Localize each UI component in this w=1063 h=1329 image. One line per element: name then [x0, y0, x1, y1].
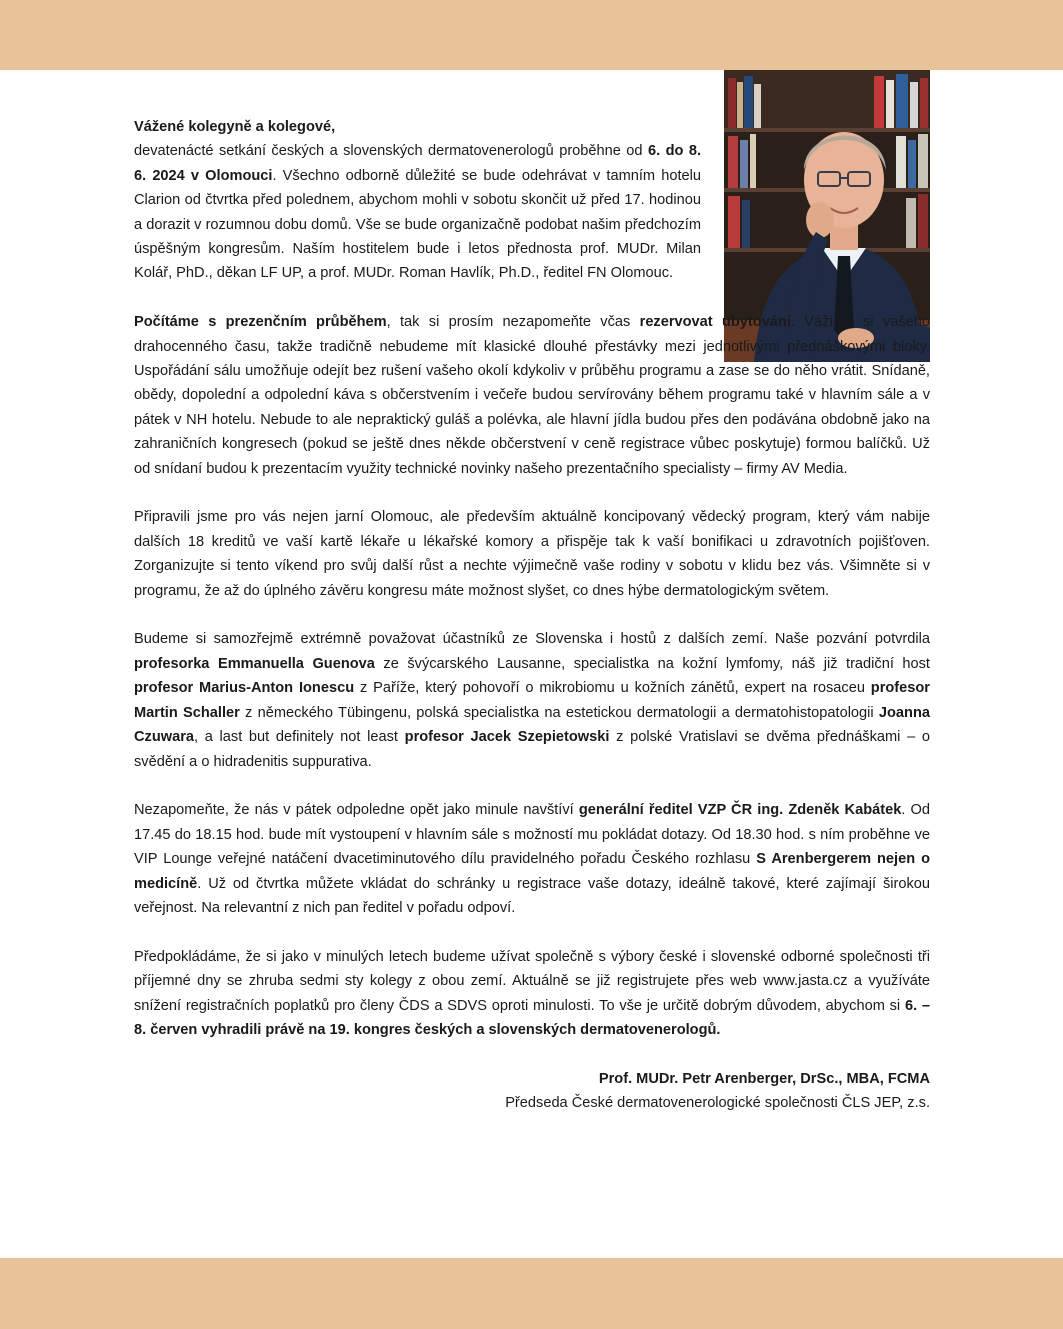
intro-text-1: devatenácté setkání českých a slovenských dermatovenerologů proběhne od [134, 143, 648, 160]
vzp-director: generální ředitel VZP ČR ing. Zdeněk Kabátek [578, 802, 902, 819]
paragraph-closing: Předpokládáme, že si jako v minulých letech budeme užívat společně s výbory české i slovenské odborné společnosti tři příjemné dny se zhruba sedmi sty kolegy z obou zemí. Aktuálně se již registrujete přes web www.jasta.cz a využíváte snížení registračních poplatků pro členy ČDS a SDVS oproti minulosti. To vše je určitě dobrým důvodem, abychom si 6. – 8. červen vyhradili právě na 19. kongres českých a slovenských dermatovenerologů. [134, 948, 931, 1038]
paragraph-guests: Budeme si samozřejmě extrémně považovat účastníků ze Slovenska i hostů z dalších zemí. Naše pozvání potvrdila profesorka Emmanuella Guenova ze švýcarského Lausanne, specialistka na kožní lymfomy, náš již tradiční host profesor Marius-Anton Ionescu z Paříže, který pohovoří o mikrobiomu u kožních zánětů, expert na rosaceu profesor Martin Schaller z německého Tübingenu, polská specialistka na estetickou dermatologii a dermatohistopatologii Joanna Czuwara, a last but definitely not least profesor Jacek Szepietowski z polské Vratislavi se dvěma přednáškami – o svědění a o hidradenitis suppurativa. [134, 631, 931, 770]
top-band [0, 0, 1063, 70]
paragraph-accommodation: Počítáme s prezenčním průběhem, tak si prosím nezapomeňte včas rezervovat ubytování. Vážíme si vašeho drahocenného času, takže tradičně nebudeme mít klasické dlouhé přestávky mezi jednotlivými přednáškovými bloky. Uspořádání sálu umožňuje odejít bez rušení vašeho okolí kdykoliv v průběhu programu a zase se do něho vrátit. Snídaně, obědy, dopolední a odpolední káva s občerstvením i večeře budou servírovány během programu také v hlavním sále a v pátek v NH hotelu. Nebude to ale nepraktický guláš a polévka, ale hlavní jídla budou přes den podávána obdobně jako na zahraničních kongresech (pokud se ještě dnes někde občerstvení v ceně registrace vůbec poskytuje) formou balíčků. Už od snídaní budou k prezentacím využity technické novinky našeho prezentačního specialisty – firmy AV Media. [134, 314, 930, 477]
greeting: Vážené kolegyně a kolegové, [134, 119, 336, 135]
paragraph-vzp: Nezapomeňte, že nás v pátek odpoledne opět jako minule navštíví generální ředitel VZP ČR ing. Zdeněk Kabátek. Od 17.45 do 18.15 hod. bude mít vystoupení v hlavním sále s možností mu pokládat dotazy. Od 18.30 hod. s ním proběhne ve VIP Lounge veřejné natáčení dvacetiminutového dílu pravidelného pořadu Českého rozhlasu S Arenbergerem nejen o medicíně. Už od čtvrtka můžete vkládat do schránky u registrace vaše dotazy, ideálně takové, které zajímají širokou veřejnost. Na relevantní z nich pan ředitel v pořadu odpoví. [134, 802, 931, 916]
paragraph-intro [134, 115, 701, 286]
presence-note: Počítáme s prezenčním průběhem [134, 314, 387, 331]
bottom-band [0, 1258, 1063, 1329]
guest-guenova: profesorka Emmanuella Guenova [134, 655, 375, 672]
radio-show-title: S Arenbergerem nejen o medicíně [134, 851, 930, 892]
signature-role: Předseda České dermatovenerologické společnosti ČLS JEP, z.s. [505, 1095, 930, 1112]
signature-block [134, 1067, 930, 1116]
guest-czuwara: Joanna Czuwara [134, 704, 930, 746]
congress-reminder: 6. – 8. červen vyhradili právě na 19. kongres českých a slovenských dermatovenerologů. [134, 997, 931, 1038]
paragraph-program: Připravili jsme pro vás nejen jarní Olomouc, ale především aktuálně koncipovaný vědecký program, který vám nabije dalších 18 kreditů ve vaší kartě lékaře u lékařské komory a přispěje tak k vaší bonifikaci u zdravotních pojišťoven. Zorganizujte si tento víkend pro svůj další růst a nechte výjimečně vaše rodiny v sobotu v klidu bez vás. Všimněte si v programu, že až do úplného závěru kongresu máte možnost slyšet, co dnes hýbe dermatologickým světem. [134, 509, 930, 599]
intro-text-2: . Všechno odborně důležité se bude odehrávat v tamním hotelu Clarion od čtvrtka před polednem, abychom mohli v sobotu skončit už před 17. hodinou a dorazit v rozumnou dobu domů. Vše se bude organizačně podobat našim předchozím úspěšným kongresům. Naším hostitelem bude i letos přednosta prof. MUDr. Milan Kolář, PhD., děkan LF UP, a prof. MUDr. Roman Havlík, Ph.D., ředitel FN Olomouc. [134, 167, 701, 282]
guest-ionescu: profesor Marius-Anton Ionescu [134, 680, 355, 697]
letter-body [134, 115, 930, 1116]
guest-szepietowski: profesor Jacek Szepietowski [404, 729, 610, 746]
congress-dates: 6. do 8. 6. 2024 v Olomouci [134, 143, 701, 184]
signature-name: Prof. MUDr. Petr Arenberger, DrSc., MBA, FCMA [598, 1070, 930, 1087]
booking-note: rezervovat ubytování [639, 314, 791, 331]
guest-schaller: profesor Martin Schaller [134, 680, 930, 721]
